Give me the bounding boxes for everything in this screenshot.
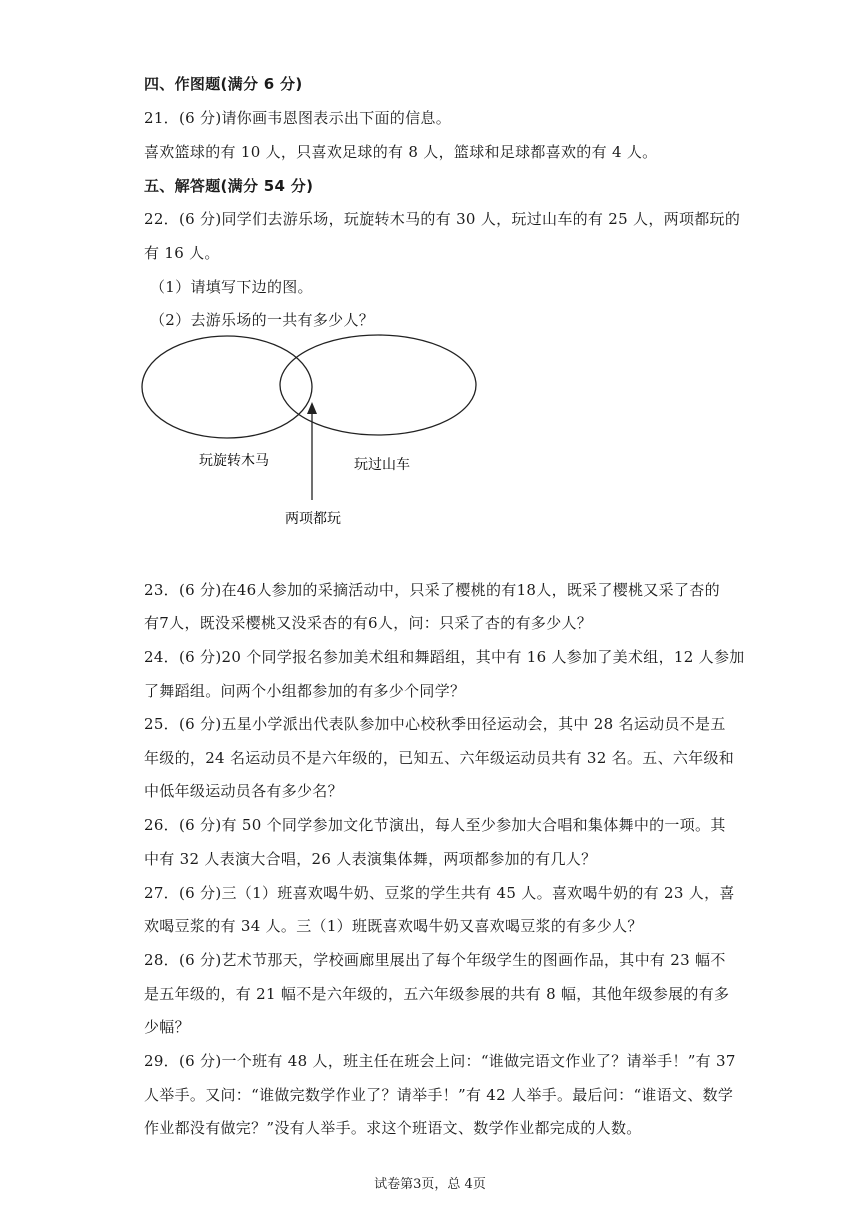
section-5-heading: 五、解答题(满分 54 分) <box>144 177 314 195</box>
question-24-line-1: 24．(6 分)20 个同学报名参加美术组和舞蹈组，其中有 16 人参加了美术组，12 人参加 <box>144 648 745 666</box>
question-21-line-1: 21．(6 分)请你画韦恩图表示出下面的信息。 <box>144 109 452 127</box>
question-21-line-2: 喜欢篮球的有 10 人，只喜欢足球的有 8 人，篮球和足球都喜欢的有 4 人。 <box>144 143 658 161</box>
question-28-line-1: 28．(6 分)艺术节那天，学校画廊里展出了每个年级学生的图画作品，其中有 23 幅不 <box>144 951 726 969</box>
question-27-line-1: 27．(6 分)三（1）班喜欢喝牛奶、豆浆的学生共有 45 人。喜欢喝牛奶的有 23 人，喜 <box>144 884 735 902</box>
question-25-line-2: 年级的，24 名运动员不是六年级的，已知五、六年级运动员共有 32 名。五、六年级和 <box>144 749 735 767</box>
question-23-line-2: 有7人，既没采樱桃又没采杏的有6人，问：只采了杏的有多少人？ <box>144 614 593 632</box>
venn-right-ellipse <box>280 335 476 435</box>
question-24-line-2: 了舞蹈组。问两个小组都参加的有多少个同学？ <box>144 682 466 700</box>
question-28-line-2: 是五年级的，有 21 幅不是六年级的，五六年级参展的共有 8 幅，其他年级参展的有多 <box>144 985 730 1003</box>
question-25-line-3: 中低年级运动员各有多少名？ <box>144 782 343 800</box>
question-22-line-1: 22．(6 分)同学们去游乐场，玩旋转木马的有 30 人，玩过山车的有 25 人，两项都玩的 <box>144 210 741 228</box>
question-29-line-2: 人举手。又问：“谁做完数学作业了？请举手！”有 42 人举手。最后问：“谁语文、数学 <box>144 1086 734 1104</box>
question-26-line-2: 中有 32 人表演大合唱，26 人表演集体舞，两项都参加的有几人？ <box>144 850 597 868</box>
venn-right-label: 玩过山车 <box>354 457 410 473</box>
venn-center-label: 两项都玩 <box>285 511 341 527</box>
question-23-line-1: 23．(6 分)在46人参加的采摘活动中，只采了樱桃的有18人，既采了樱桃又采了杏的 <box>144 581 720 599</box>
question-22-line-2: 有 16 人。 <box>144 244 220 262</box>
venn-left-ellipse <box>142 336 312 438</box>
question-29-line-3: 作业都没有做完？”没有人举手。求这个班语文、数学作业都完成的人数。 <box>144 1119 642 1137</box>
venn-pointer-arrowhead <box>307 402 317 414</box>
question-22-sub-1: （1）请填写下边的图。 <box>150 278 313 296</box>
section-4-heading: 四、作图题(满分 6 分) <box>144 75 303 93</box>
question-28-line-3: 少幅？ <box>144 1018 190 1036</box>
question-26-line-1: 26．(6 分)有 50 个同学参加文化节演出，每人至少参加大合唱和集体舞中的一项。其 <box>144 816 726 834</box>
question-27-line-2: 欢喝豆浆的有 34 人。三（1）班既喜欢喝牛奶又喜欢喝豆浆的有多少人？ <box>144 917 643 935</box>
question-22-sub-2: （2）去游乐场的一共有多少人？ <box>150 311 375 329</box>
venn-left-label: 玩旋转木马 <box>199 453 269 469</box>
page-footer: 试卷第3页，总 4页 <box>374 1177 486 1192</box>
venn-diagram <box>140 332 480 532</box>
question-29-line-1: 29．(6 分)一个班有 48 人，班主任在班会上问：“谁做完语文作业了？请举手！”有 37 <box>144 1052 736 1070</box>
question-25-line-1: 25．(6 分)五星小学派出代表队参加中心校秋季田径运动会，其中 28 名运动员不是五 <box>144 715 726 733</box>
